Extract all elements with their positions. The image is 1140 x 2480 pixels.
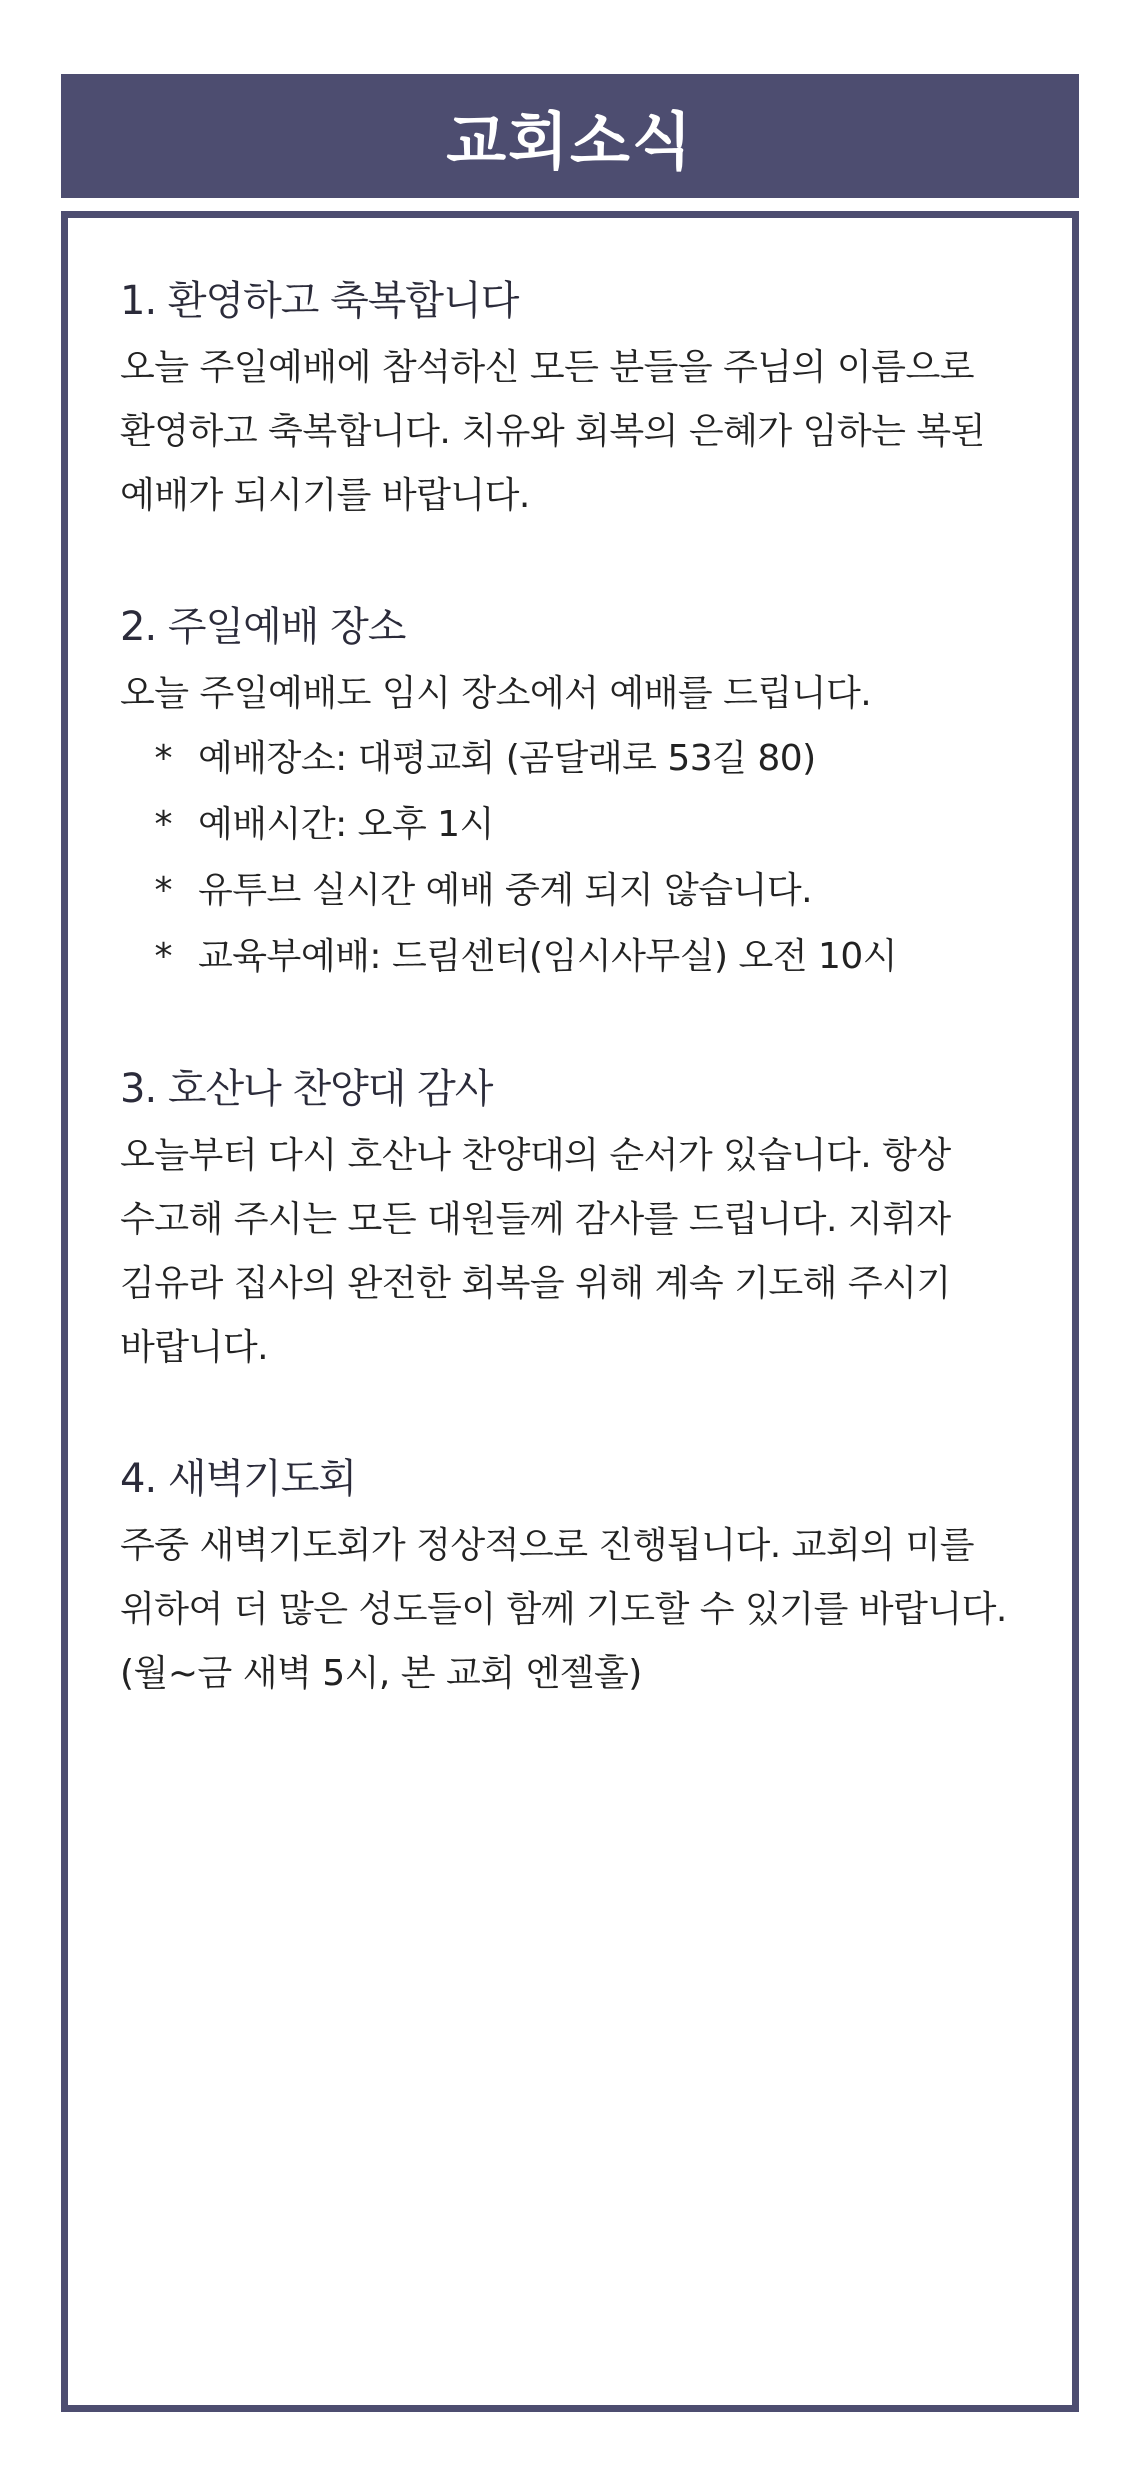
list-item (120, 792, 1030, 858)
news-section-choir-thanks (120, 1056, 1030, 1380)
section-body: 오늘 주일예배에 참석하신 모든 분들을 주님의 이름으로 환영하고 축복합니다. 치유와 회복의 은혜가 임하는 복된 예배가 되시기를 바랍니다. (120, 347, 985, 516)
news-section-worship-location (120, 594, 1030, 990)
list-item (120, 858, 1030, 924)
list-item (120, 924, 1030, 990)
list-item-text: 교육부예배: 드림센터(임시사무실) 오전 10시 (198, 936, 898, 977)
section-title: 3. 호산나 찬양대 감사 (120, 1066, 493, 1112)
section-body: 오늘 주일예배도 임시 장소에서 예배를 드립니다. (120, 673, 872, 714)
list-item-text: 유투브 실시간 예배 중계 되지 않습니다. (198, 870, 813, 911)
section-body: 주중 새벽기도회가 정상적으로 진행됩니다. 교회의 미를 위하여 더 많은 성도들이 함께 기도할 수 있기를 바랍니다. (월~금 새벽 5시, 본 교회 엔젤홀) (120, 1525, 1007, 1694)
bullet-mark: * (154, 804, 172, 845)
news-section-welcome (120, 268, 1030, 528)
news-content-box (61, 211, 1079, 2412)
list-item-text: 예배시간: 오후 1시 (198, 804, 494, 845)
news-list (120, 268, 1030, 1772)
news-section-dawn-prayer (120, 1446, 1030, 1706)
bullet-mark: * (154, 738, 172, 779)
page-title: 교회소식 (446, 104, 694, 178)
bullet-mark: * (154, 870, 172, 911)
list-item (120, 726, 1030, 792)
list-item-text: 예배장소: 대평교회 (곰달래로 53길 80) (198, 738, 816, 779)
section-body: 오늘부터 다시 호산나 찬양대의 순서가 있습니다. 항상 수고해 주시는 모든 대원들께 감사를 드립니다. 지휘자 김유라 집사의 완전한 회복을 위해 계속 기도해 주시기 바랍니다. (120, 1135, 951, 1368)
bullet-mark: * (154, 936, 172, 977)
header-bar (61, 74, 1079, 198)
section-title: 2. 주일예배 장소 (120, 604, 406, 650)
section-title: 1. 환영하고 축복합니다 (120, 278, 519, 324)
worship-info-list (120, 726, 1030, 990)
section-title: 4. 새벽기도회 (120, 1456, 357, 1502)
